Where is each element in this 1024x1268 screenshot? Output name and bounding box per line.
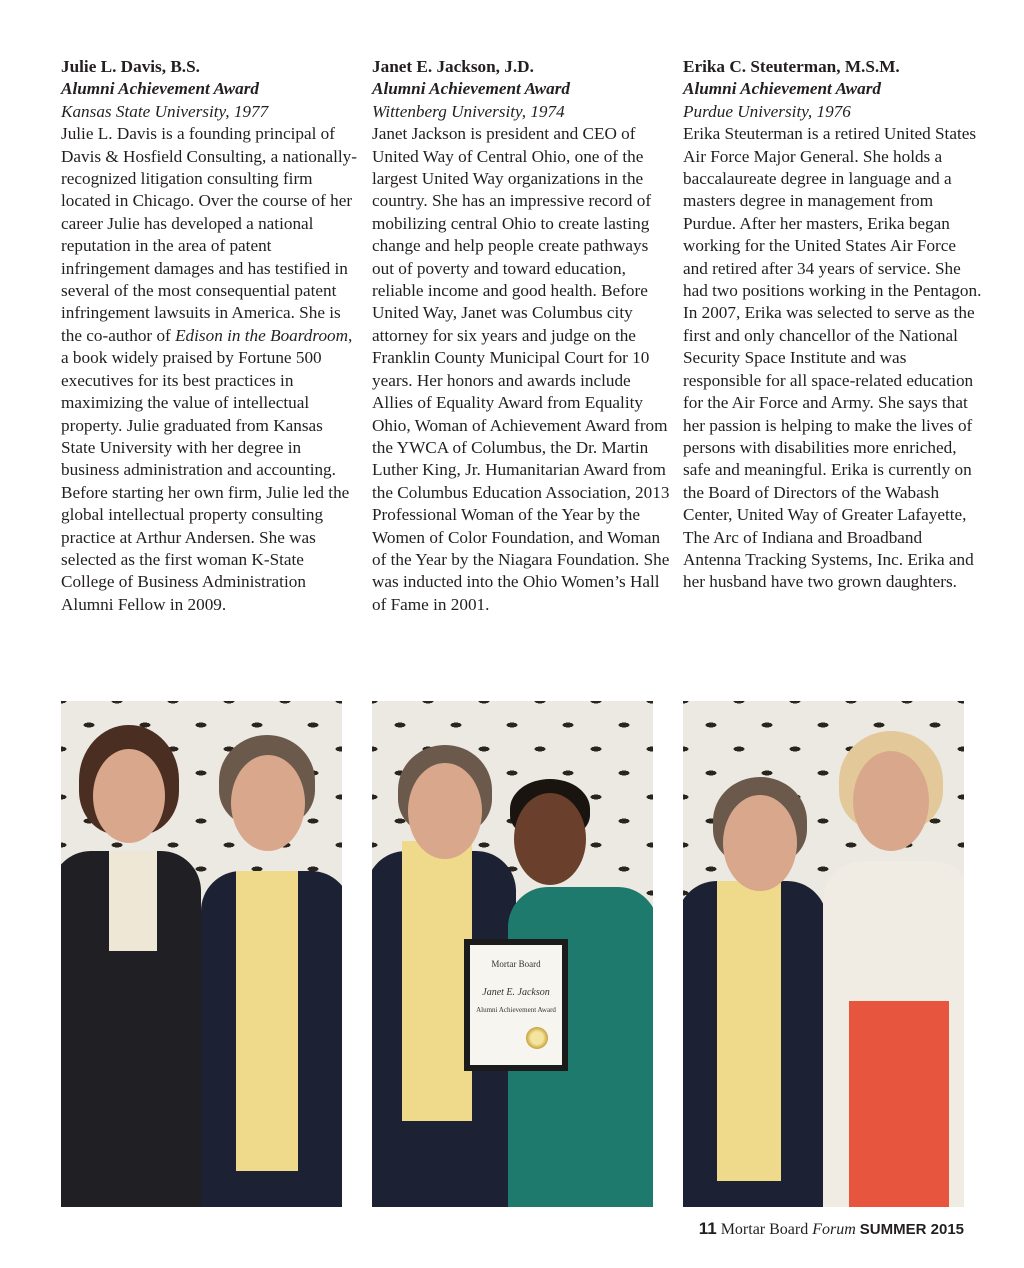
award-certificate xyxy=(464,939,568,1071)
page-number: 11 xyxy=(698,1219,717,1238)
profile-school: Purdue University, 1976 xyxy=(683,101,851,121)
profile-award: Alumni Achievement Award xyxy=(372,79,570,99)
profile-award: Alumni Achievement Award xyxy=(61,79,259,99)
profile-name: Julie L. Davis, B.S. xyxy=(61,57,200,76)
profile-award: Alumni Achievement Award xyxy=(683,79,881,99)
publication-name: Mortar Board xyxy=(720,1221,809,1238)
certificate-recipient: Janet E. Jackson xyxy=(482,987,550,998)
profile-school: Kansas State University, 1977 xyxy=(61,101,269,121)
profile-column-jackson xyxy=(372,56,672,616)
profile-name: Janet E. Jackson, J.D. xyxy=(372,57,534,76)
person-figure xyxy=(236,871,298,1171)
seal-icon xyxy=(526,1027,548,1049)
person-figure xyxy=(93,749,165,843)
bio-text: , a book widely praised by Fortune 500 executives for its best practices in maximizing the value of intellectual property. Julie graduated from Kansas State University with her degree in business administration and accounting. Before starting her own firm, Julie led the global intellectual property consulting practice at Arthur Andersen. She was selected as the first woman K-State College of Business Administration Alumni Fellow in 2009. xyxy=(61,325,353,614)
certificate-award: Alumni Achievement Award xyxy=(476,1006,556,1014)
person-figure xyxy=(849,1001,949,1207)
photo-davis xyxy=(61,701,342,1207)
person-figure xyxy=(408,763,482,859)
profile-school: Wittenberg University, 1974 xyxy=(372,101,565,121)
profile-bio: Erika Steuterman is a retired United States Air Force Major General. She holds a baccalaureate degree in language and a masters degree in management from Purdue. After her masters, Erika began working for the United States Air Force and retired after 34 years of service. She had two positions working in the Pentagon. In 2007, Erika was selected to serve as the first and only chancellor of the National Security Space Institute and was responsible for all space-related education for the Air Force and Army. She says that her passion is helping to make the lives of persons with disabilities more enriched, safe and meaningful. Erika is currently on the Board of Directors of the Wabash Center, United Way of Greater Lafayette, The Arc of Indiana and Broadband Antenna Tracking Systems, Inc. Erika and her husband have two grown daughters. xyxy=(683,124,982,592)
person-figure xyxy=(109,851,157,951)
publication-forum: Forum xyxy=(812,1221,856,1238)
photo-jackson xyxy=(372,701,653,1207)
person-figure xyxy=(853,751,929,851)
profile-name: Erika C. Steuterman, M.S.M. xyxy=(683,57,900,76)
page-footer xyxy=(699,1219,964,1239)
person-figure xyxy=(723,795,797,891)
person-figure xyxy=(514,793,586,885)
book-title: Edison in the Boardroom xyxy=(175,325,349,345)
certificate-org: Mortar Board xyxy=(491,959,541,969)
profile-bio: Janet Jackson is president and CEO of United Way of Central Ohio, one of the largest United Way organizations in the country. She has an impressive record of mobilizing central Ohio to create lasting change and help people create pathways out of poverty and toward education, reliable income and good health. Before United Way, Janet was Columbus city attorney for six years and judge on the Franklin County Municipal Court for 10 years. Her honors and awards include Allies of Equality Award from Equality Ohio, Woman of Achievement Award from the YWCA of Columbus, the Dr. Martin Luther King, Jr. Humanitarian Award from the Columbus Education Association, 2013 Professional Woman of the Year by the Women of Color Foundation, and Woman of the Year by the Niagara Foundation. She was inducted into the Ohio Women’s Hall of Fame in 2001. xyxy=(372,124,670,614)
person-figure xyxy=(231,755,305,851)
person-figure xyxy=(402,841,472,1121)
photo-steuterman xyxy=(683,701,964,1207)
profile-column-davis xyxy=(61,56,361,616)
profile-column-steuterman xyxy=(683,56,983,594)
profile-bio xyxy=(61,123,361,616)
person-figure xyxy=(717,881,781,1181)
issue-season: SUMMER 2015 xyxy=(859,1221,964,1238)
bio-text: Julie L. Davis is a founding principal of Davis & Hosfield Consulting, a nationally-recognized litigation consulting firm located in Chicago. Over the course of her career Julie has developed a national reputation in the area of patent infringement damages and has testified in several of the most consequential patent infringement lawsuits in America. She is the co-author of xyxy=(61,124,357,345)
